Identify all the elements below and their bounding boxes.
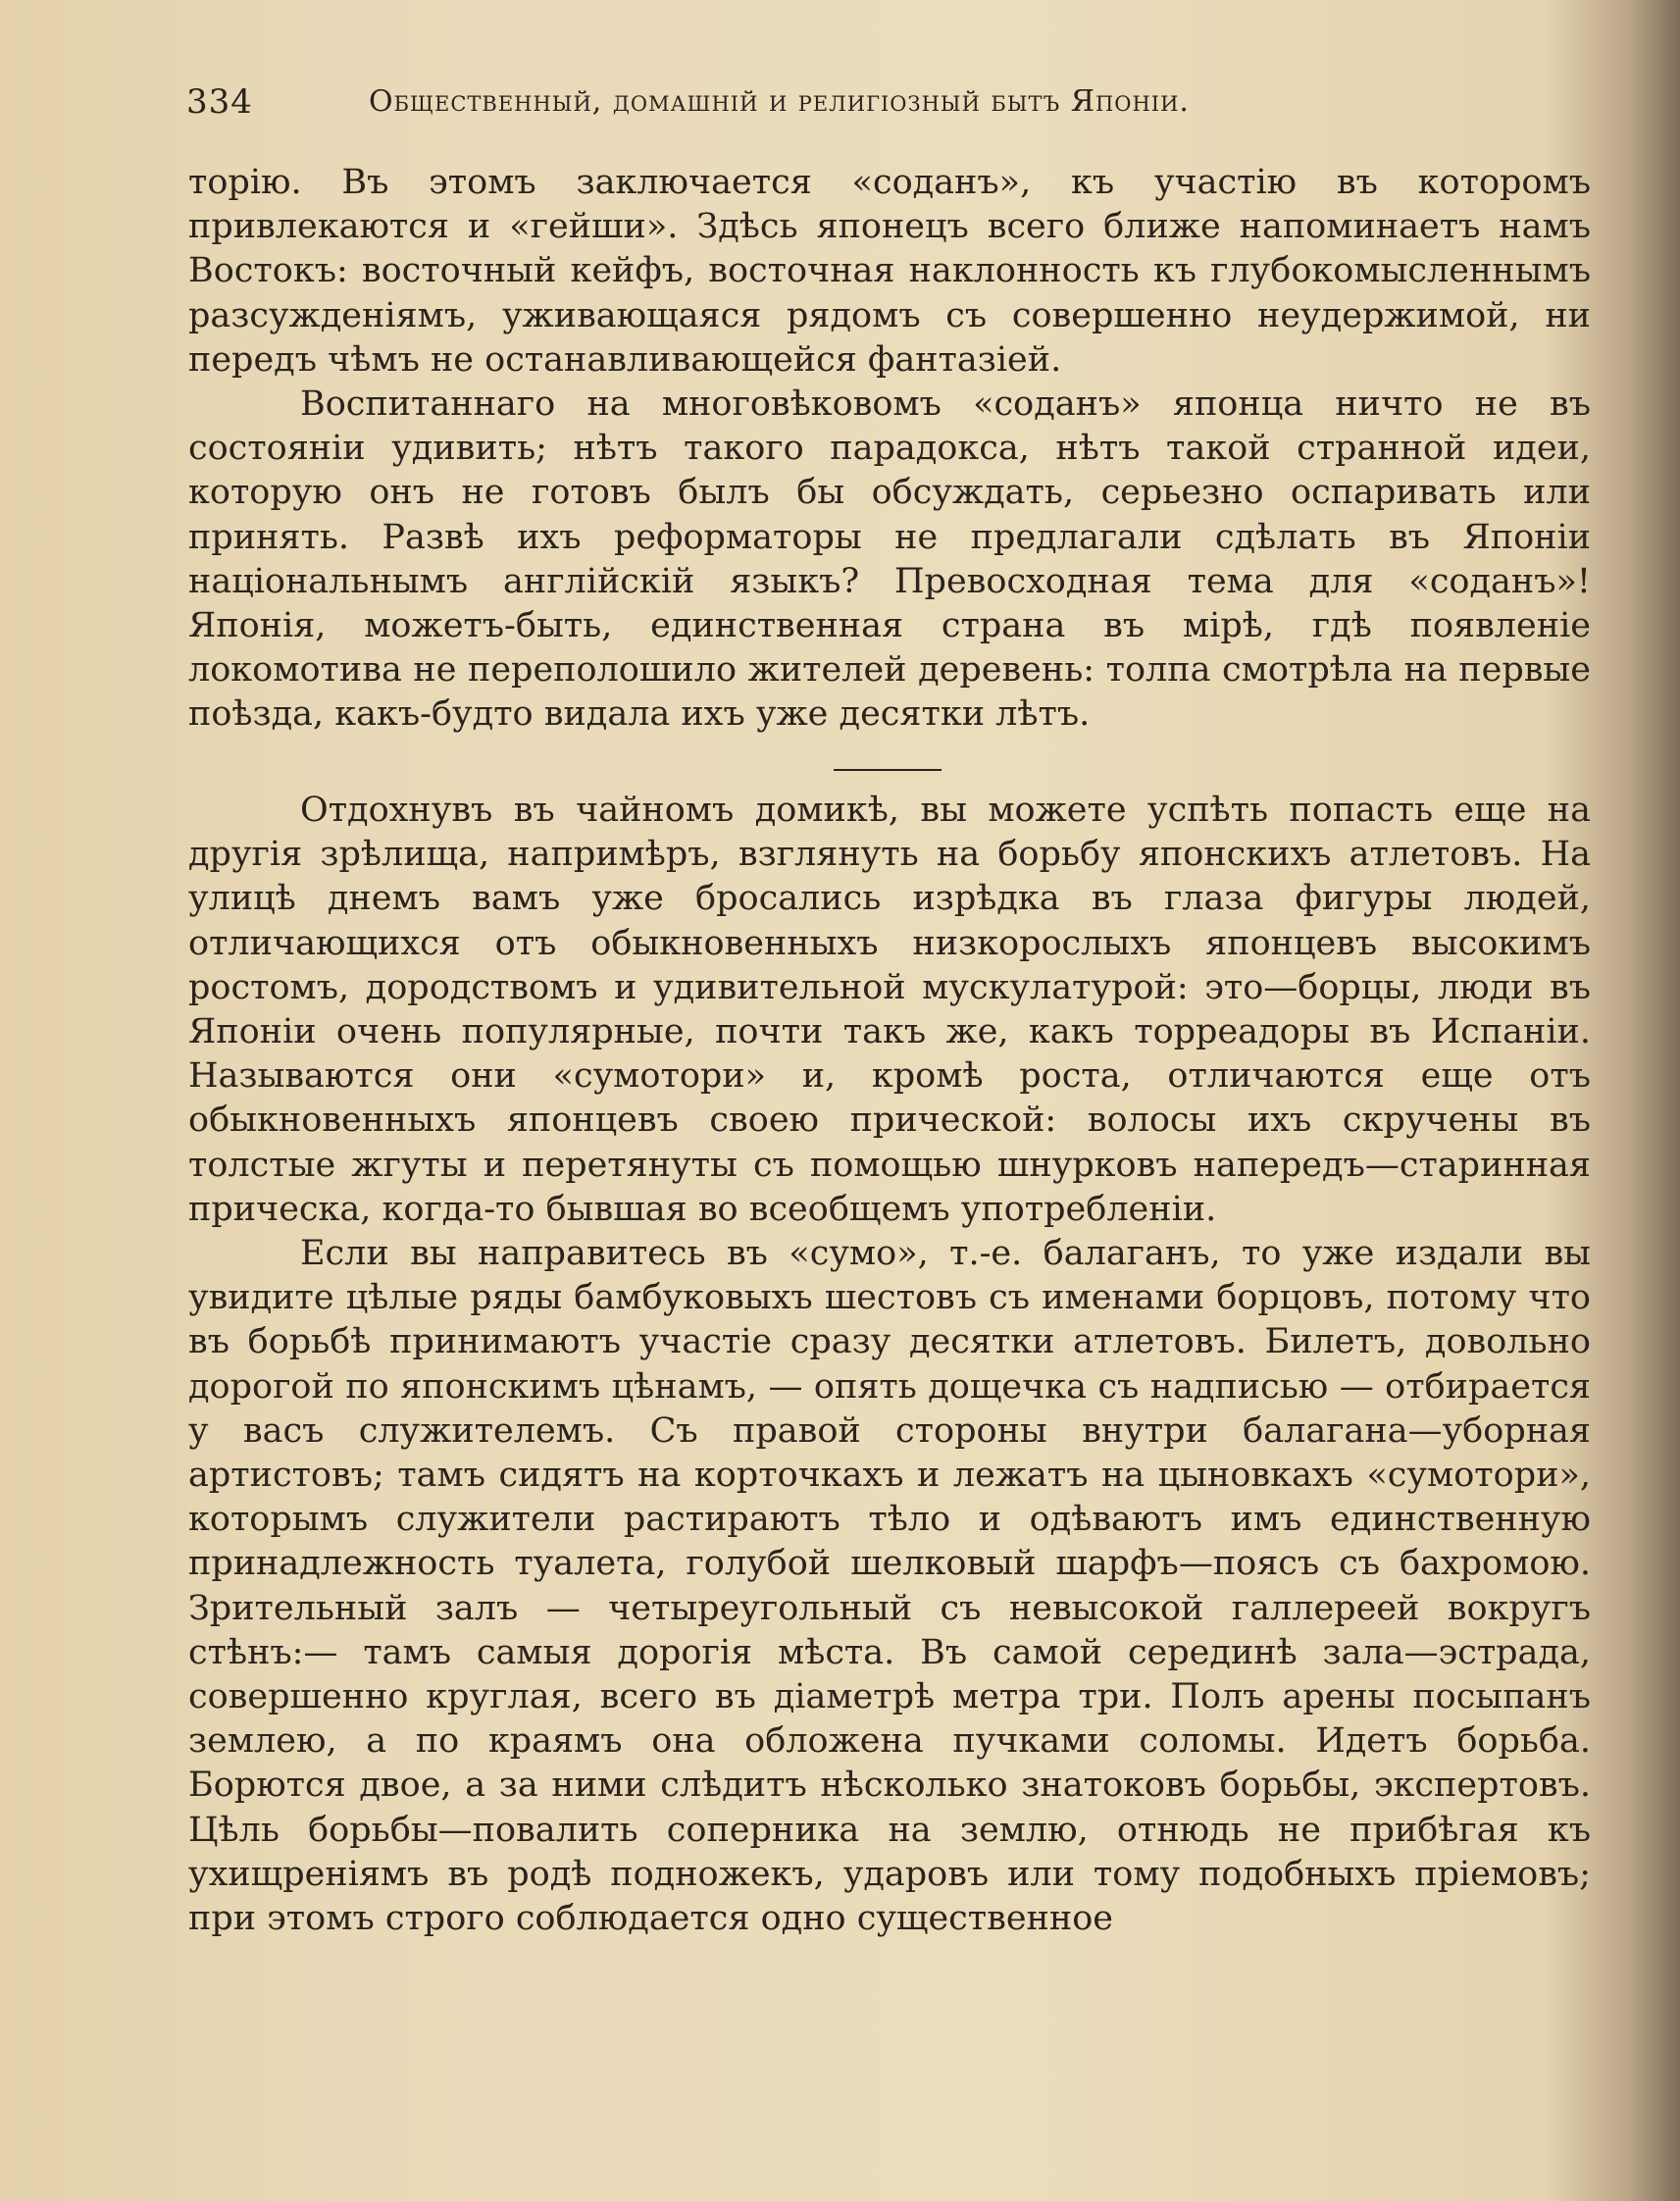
running-title: Общественный, домашній и религіозный бытъ Японіи.	[369, 84, 1190, 119]
text-block-1	[188, 161, 1591, 738]
page-number: 334	[186, 82, 253, 122]
section-divider	[834, 769, 942, 771]
text-block-2	[188, 789, 1591, 1941]
paragraph-1: торію. Въ этомъ заключается «соданъ», къ участію въ которомъ привлекаются и «гейши». Здѣсь японецъ всего ближе напоминаетъ намъ Востокъ: восточный кейфъ, восточная наклонность къ глубокомысленнымъ разсужденіямъ, уживающаяся рядомъ съ совершенно неудержимой, ни передъ чѣмъ не останавливающейся фантазіей.	[188, 163, 1591, 380]
paragraph-4: Если вы направитесь въ «сумо», т.-е. балаганъ, то уже издали вы увидите цѣлые ряды бамбуковыхъ шестовъ съ именами борцовъ, потому что въ борьбѣ принимаютъ участіе сразу десятки атлетовъ. Билетъ, довольно дорогой по японскимъ цѣнамъ, — опять дощечка съ надписью — отбирается у васъ служителемъ. Съ правой стороны внутри балагана—уборная артистовъ; тамъ сидятъ на корточкахъ и лежатъ на цыновкахъ «сумотори», которымъ служители растираютъ тѣло и одѣваютъ имъ единственную принадлежность туалета, голубой шелковый шарфъ—поясъ съ бахромою. Зрительный залъ — четыреугольный съ невысокой галлереей вокругъ стѣнъ:— тамъ самыя дорогія мѣста. Въ самой серединѣ зала—эстрада, совершенно круглая, всего въ діаметрѣ метра три. Полъ арены посыпанъ землею, а по краямъ она обложена пучками соломы. Идетъ борьба. Борются двое, а за ними слѣдитъ нѣсколько знатоковъ борьбы, экспертовъ. Цѣль борьбы—повалить соперника на землю, отнюдь не прибѣгая къ ухищреніямъ въ родѣ подножекъ, ударовъ или тому подобныхъ пріемовъ; при этомъ строго соблюдается одно существенное	[188, 1234, 1591, 1939]
paragraph-2: Воспитаннаго на многовѣковомъ «соданъ» японца ничто не въ состояніи удивить; нѣтъ такого парадокса, нѣтъ такой странной идеи, которую онъ не готовъ былъ бы обсуждать, серьезно оспаривать или принять. Развѣ ихъ реформаторы не предлагали сдѣлать въ Японіи національнымъ англійскій языкъ? Превосходная тема для «соданъ»! Японія, можетъ-быть, единственная страна въ мірѣ, гдѣ появленіе локомотива не переполошило жителей деревень: толпа смотрѣла на первые поѣзда, какъ-будто видала ихъ уже десятки лѣтъ.	[188, 384, 1591, 735]
paragraph-3: Отдохнувъ въ чайномъ домикѣ, вы можете успѣть попасть еще на другія зрѣлища, напримѣръ, взглянуть на борьбу японскихъ атлетовъ. На улицѣ днемъ вамъ уже бросались изрѣдка въ глаза фигуры людей, отличающихся отъ обыкновенныхъ низкорослыхъ японцевъ высокимъ ростомъ, дородствомъ и удивительной мускулатурой: это—борцы, люди въ Японіи очень популярные, почти такъ же, какъ торреадоры въ Испаніи. Называются они «сумотори» и, кромѣ роста, отличаются еще отъ обыкновенныхъ японцевъ своею прической: волосы ихъ скручены въ толстые жгуты и перетянуты съ помощью шнурковъ напередъ—старинная прическа, когда-то бывшая во всеобщемъ употребленіи.	[188, 791, 1591, 1229]
page-header	[186, 82, 1422, 131]
